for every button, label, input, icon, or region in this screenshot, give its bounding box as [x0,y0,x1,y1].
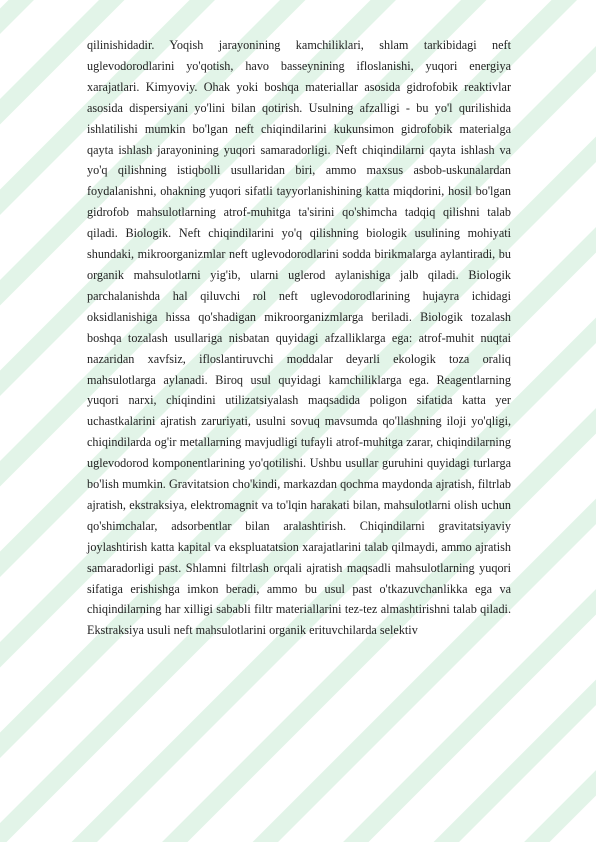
page-body-paragraph: qilinishidadir. Yoqish jarayonining kamchiliklari, shlam tarkibidagi neft uglevodorodlarini yo'qotish, havo basseynining ifloslanishi, yuqori energiya xarajatlari. Kimyoviy. Ohak yoki boshqa materiallar asosida gidrofobik reaktivlar asosida dispersiyani yo'lini bilan qotirish. Usulning afzalligi - bu yo'l qurilishida ishlatilishi mumkin bo'lgan neft chiqindilarini kukunsimon gidrofobik materialga qayta ishlash jarayonining yuqori samaradorligi. Neft chiqindilarni qayta ishlash va yo'q qilishning istiqbolli usullaridan biri, ammo maxsus asbob-uskunalardan foydalanishni, ohakning yuqori sifatli tayyorlanishining katta miqdorini, hosil bo'lgan gidrofob mahsulotlarning atrof-muhitga ta'sirini qo'shimcha tadqiq qilishni talab qiladi. Biologik. Neft chiqindilarini yo'q qilishning biologik usulining mohiyati shundaki, mikroorganizmlar neft uglevodorodlarini sodda birikmalarga aylantiradi, bu organik mahsulotlarni yig'ib, ularni uglerod aylanishiga jalb qiladi. Biologik parchalanishda hal qiluvchi rol neft uglevodorodlarining hujayra ichidagi oksidlanishiga hissa qo'shadigan mikroorganizmlarga beriladi. Biologik tozalash boshqa tozalash usullariga nisbatan quyidagi afzalliklarga ega: atrof-muhit nuqtai nazaridan xavfsiz, ifloslantiruvchi moddalar deyarli ekologik toza oraliq mahsulotlarga aylanadi. Biroq usul quyidagi kamchiliklarga ega. Reagentlarning yuqori narxi, chiqindini utilizatsiyalash maqsadida poligon sifatida katta yer uchastkalarini ajratish zaruriyati, usulni sovuq mavsumda qo'llashning iloji yo'qligi, chiqindilarda og'ir metallarning mavjudligi tufayli atrof-muhitga zarar, chiqindilarning uglevodorod komponentlarining yo'qotilishi. Ushbu usullar guruhini quyidagi turlarga bo'lish mumkin. Gravitatsion cho'kindi, markazdan qochma maydonda ajratish, filtrlab ajratish, ekstraksiya, elektromagnit va to'lqin harakati bilan, mahsulotlarni olish uchun qo'shimchalar, adsorbentlar bilan aralashtirish. Chiqindilarni gravitatsiyaviy joylashtirish katta kapital va ekspluatatsion xarajatlarini talab qilmaydi, ammo ajratish samaradorligi past. Shlamni filtrlash orqali ajratish maqsadli mahsulotlarning yuqori sifatiga erishishga imkon beradi, ammo bu usul past o'tkazuvchanlikka ega va chiqindilarning har xilligi sababli filtr materiallarini tez-tez almashtirishni talab qiladi. Ekstraksiya usuli neft mahsulotlarini organik erituvchilarda selektiv [87,38,511,638]
